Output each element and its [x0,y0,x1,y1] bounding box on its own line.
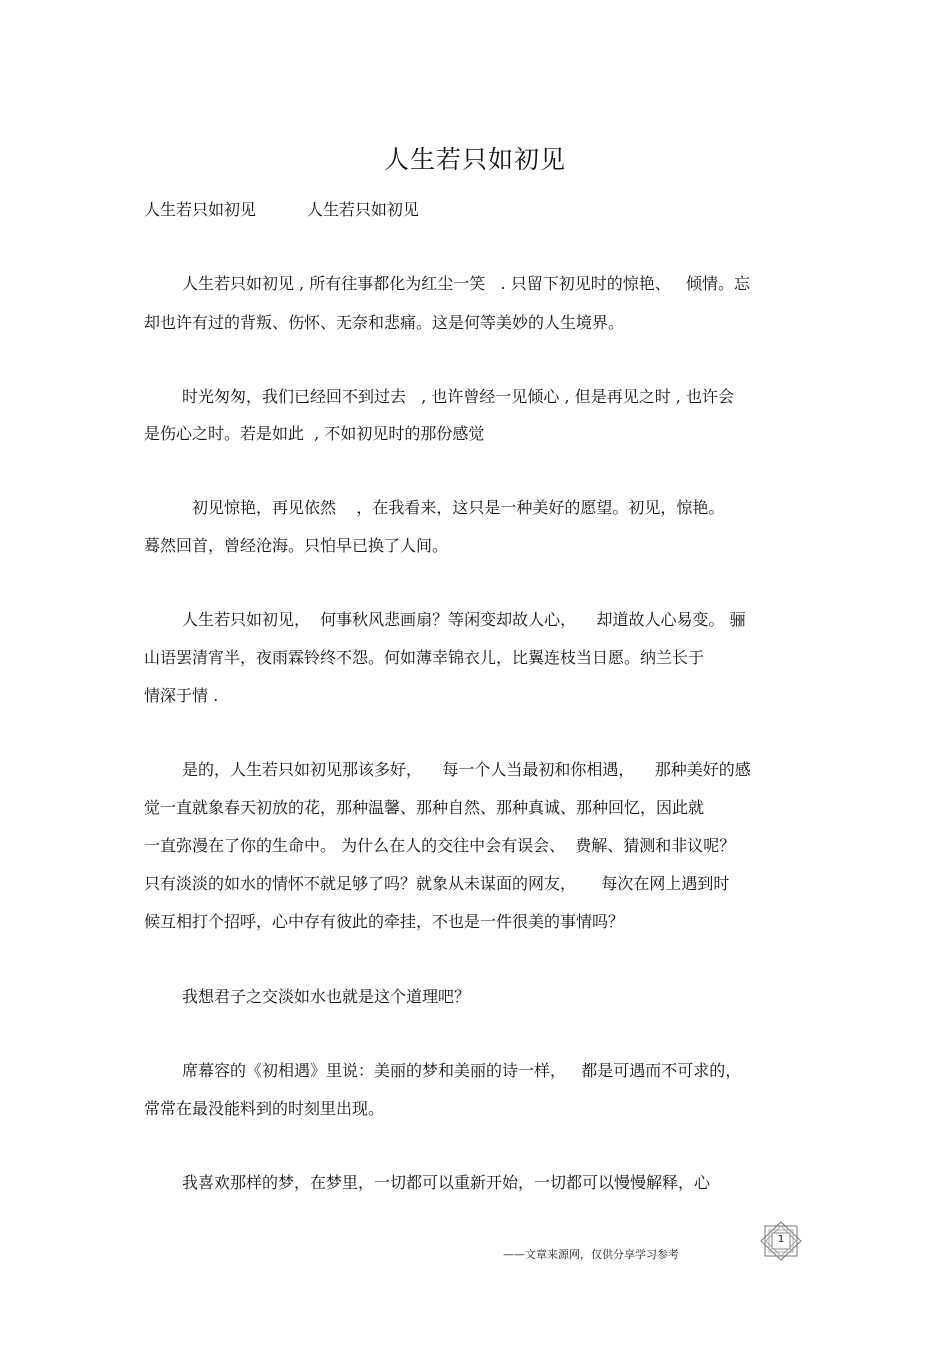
subtitle-line: 人生若只如初见 人生若只如初见 [144,200,419,219]
body-line: 初见惊艳，再见依然 ，在我看来，这只是一种美好的愿望。初见，惊艳。 [192,498,725,517]
body-line: 时光匆匆，我们已经回不到过去 , 也许曾经一见倾心 , 但是再见之时 , 也许会 [182,387,734,406]
body-line: 常常在最没能料到的时刻里出现。 [144,1099,385,1118]
body-line: 席幕容的《初相遇》里说：美丽的梦和美丽的诗一样， 都是可遇而不可求的， [182,1061,742,1080]
body-line: 是伤心之时。若是如此 , 不如初见时的那份感觉 [144,424,485,443]
body-line: 我喜欢那样的梦，在梦里，一切都可以重新开始，一切都可以慢慢解释，心 [182,1173,711,1192]
body-line: 蓦然回首，曾经沧海。只怕早已换了人间。 [144,536,449,555]
page-title: 人生若只如初见 [383,145,566,174]
body-line: 人生若只如初见 , 所有往事都化为红尘一笑 . 只留下初见时的惊艳、 倾情。忘 [182,274,750,293]
page-number-badge [757,1221,805,1261]
body-line: 是的，人生若只如初见那该多好， 每一个人当最初和你相遇， 那种美好的感 [182,760,751,779]
footer-source-note: ——文章来源网，仅供分享学习参考 [503,1248,679,1261]
body-line: 山语罢清宵半，夜雨霖铃终不怨。何如薄幸锦衣儿，比翼连枝当日愿。纳兰长于 [144,648,705,667]
body-line: 人生若只如初见， 何事秋风悲画扇？等闲变却故人心， 却道故人心易变。 骊 [182,610,746,629]
body-line: 却也许有过的背叛、伤怀、无奈和悲痛。这是何等美妙的人生境界。 [144,313,625,332]
body-line: 我想君子之交淡如水也就是这个道理吧？ [182,987,471,1006]
body-line: 觉一直就象春天初放的花，那种温馨、那种自然、那种真诚、那种回忆，因此就 [144,798,705,817]
body-line: 情深于情 . [144,686,219,705]
body-line: 一直弥漫在了你的生命中。 为什么在人的交往中会有误会、 费解、猜测和非议呢？ [144,836,736,855]
body-line: 只有淡淡的如水的情怀不就足够了吗？就象从未谋面的网友， 每次在网上遇到时 [144,874,730,893]
page-number: 1 [777,1234,785,1245]
body-line: 候互相打个招呼，心中存有彼此的牵挂，不也是一件很美的事情吗？ [144,912,625,931]
